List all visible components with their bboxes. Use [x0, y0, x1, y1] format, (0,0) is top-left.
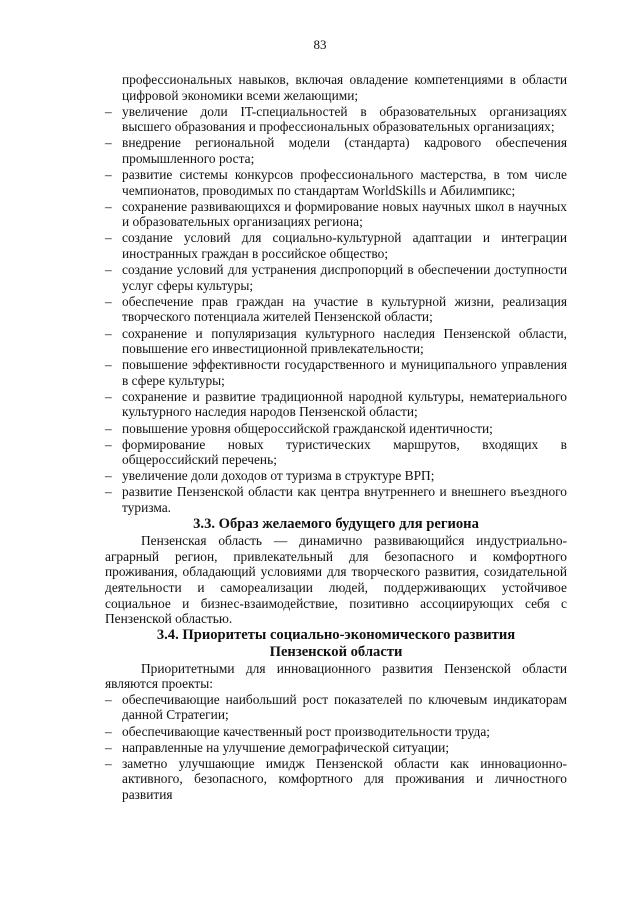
list-item: – направленные на улучшение демографической ситуации; — [105, 740, 567, 756]
page-number: 83 — [313, 37, 327, 52]
section-heading-3-4 — [105, 627, 567, 661]
priorities-list — [105, 692, 567, 803]
list-item: профессиональных навыков, включая овладение компетенциями в области цифровой экономики всеми желающими; — [122, 72, 567, 103]
document-body — [105, 72, 567, 803]
priorities-intro: Приоритетными для инновационного развития Пензенской области являются проекты: — [105, 660, 567, 692]
list-item: – формирование новых туристических маршрутов, входящих в общероссийский перечень; — [105, 437, 567, 468]
list-item: – внедрение региональной модели (стандарта) кадрового обеспечения промышленного роста; — [105, 135, 567, 166]
list-item: – увеличение доли доходов от туризма в структуре ВРП; — [105, 468, 567, 484]
list-item: – сохранение развивающихся и формирование новых научных школ в научных и образовательных организациях региона; — [105, 199, 567, 230]
future-image-paragraph: Пензенская область — динамично развивающийся индустриально-аграрный регион, привлекательный для безопасного и комфортного проживания, обладающий условиями для творческого развития, созидательной деятельности и самореализации людей, поддерживающих устойчивое социальное и бизнес-взаимодействие, позитивно ассоциирующих себя с Пензенской областью. — [105, 533, 567, 627]
list-item: – обеспечивающие наибольший рост показателей по ключевым индикаторам данной Стратегии; — [105, 692, 567, 723]
goals-list — [105, 72, 567, 516]
list-item: – сохранение и развитие традиционной народной культуры, нематериального культурного наследия народов Пензенской области; — [105, 389, 567, 420]
list-item: – сохранение и популяризация культурного наследия Пензенской области, повышение его инвестиционной привлекательности; — [105, 326, 567, 357]
section-heading-line: Пензенской области — [269, 643, 403, 660]
list-item: – обеспечение прав граждан на участие в культурной жизни, реализация творческого потенциала жителей Пензенской области; — [105, 294, 567, 325]
section-heading-line: 3.4. Приоритеты социально-экономического развития — [156, 626, 516, 643]
list-item: – увеличение доли IT-специальностей в образовательных организациях высшего образования и профессиональных образовательных организациях; — [105, 104, 567, 135]
list-item: – заметно улучшающие имидж Пензенской области как инновационно-активного, безопасного, комфортного для проживания и личностного развития — [105, 756, 567, 803]
list-item: – развитие Пензенской области как центра внутреннего и внешнего въездного туризма. — [105, 484, 567, 515]
list-item: – обеспечивающие качественный рост производительности труда; — [105, 724, 567, 740]
list-item: – развитие системы конкурсов профессионального мастерства, в том числе чемпионатов, проводимых по стандартам WorldSkills и Абилимпикс; — [105, 167, 567, 198]
list-item: – создание условий для социально-культурной адаптации и интеграции иностранных граждан в российское общество; — [105, 230, 567, 261]
section-heading-3-3: 3.3. Образ желаемого будущего для региона — [193, 516, 479, 533]
list-item: – повышение уровня общероссийской гражданской идентичности; — [105, 421, 567, 437]
list-item: – повышение эффективности государственного и муниципального управления в сфере культуры; — [105, 357, 567, 388]
list-item: – создание условий для устранения диспропорций в обеспечении доступности услуг сферы культуры; — [105, 262, 567, 293]
